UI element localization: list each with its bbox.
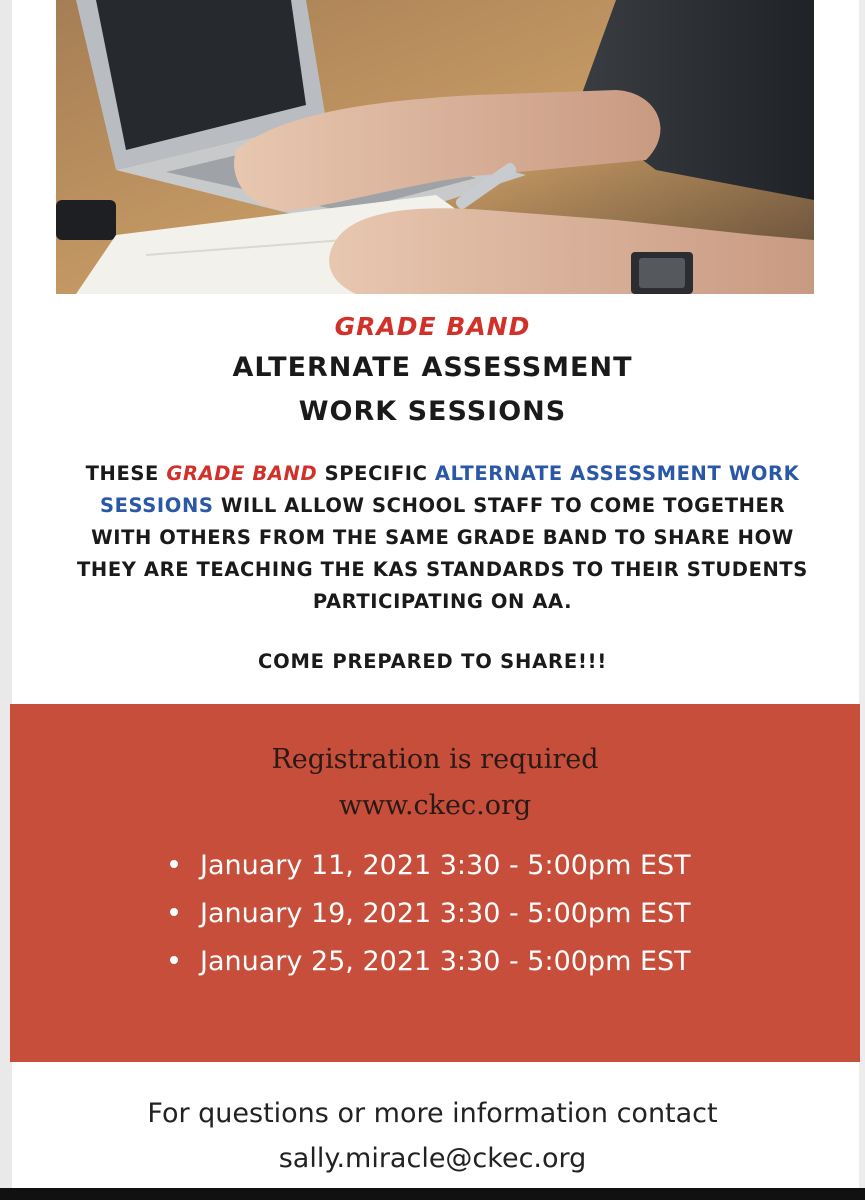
bullet-icon — [170, 956, 178, 964]
description-line-3: WITH OTHERS FROM THE SAME GRADE BAND TO SHARE HOW — [91, 526, 794, 549]
main-title-line-2: WORK SESSIONS — [298, 396, 567, 427]
call-to-action: COME PREPARED TO SHARE!!! — [257, 650, 608, 673]
sessions-highlight: SESSIONS — [99, 494, 214, 517]
grade-band-heading: GRADE BAND — [334, 312, 531, 341]
description-line-5: PARTICIPATING ON AA. — [312, 590, 573, 613]
description-line-1: THESE GRADE BAND SPECIFIC ALTERNATE ASSESSMENT WORK — [85, 462, 800, 485]
session-date-1: January 11, 2021 3:30 - 5:00pm EST — [170, 850, 691, 881]
registration-required: Registration is required — [271, 744, 599, 775]
bullet-icon — [170, 908, 178, 916]
session-description — [20, 458, 865, 618]
session-date-2: January 19, 2021 3:30 - 5:00pm EST — [170, 898, 691, 929]
grade-band-highlight: GRADE BAND — [166, 462, 318, 485]
contact-prompt: For questions or more information contact — [147, 1098, 718, 1129]
contact-email[interactable]: sally.miracle@ckec.org — [278, 1143, 587, 1174]
work-session-highlight: ALTERNATE ASSESSMENT WORK — [434, 462, 800, 485]
bottom-bar — [0, 1188, 865, 1200]
description-line-4: THEY ARE TEACHING THE KAS STANDARDS TO THEIR STUDENTS — [77, 558, 808, 581]
main-title-line-1: ALTERNATE ASSESSMENT — [232, 352, 633, 383]
session-date-3: January 25, 2021 3:30 - 5:00pm EST — [170, 946, 691, 977]
header-photo — [56, 0, 814, 294]
registration-box — [10, 704, 860, 1062]
bullet-icon — [170, 860, 178, 868]
description-line-2: SESSIONS WILL ALLOW SCHOOL STAFF TO COME TOGETHER — [99, 494, 786, 517]
registration-website[interactable]: www.ckec.org — [338, 790, 532, 821]
